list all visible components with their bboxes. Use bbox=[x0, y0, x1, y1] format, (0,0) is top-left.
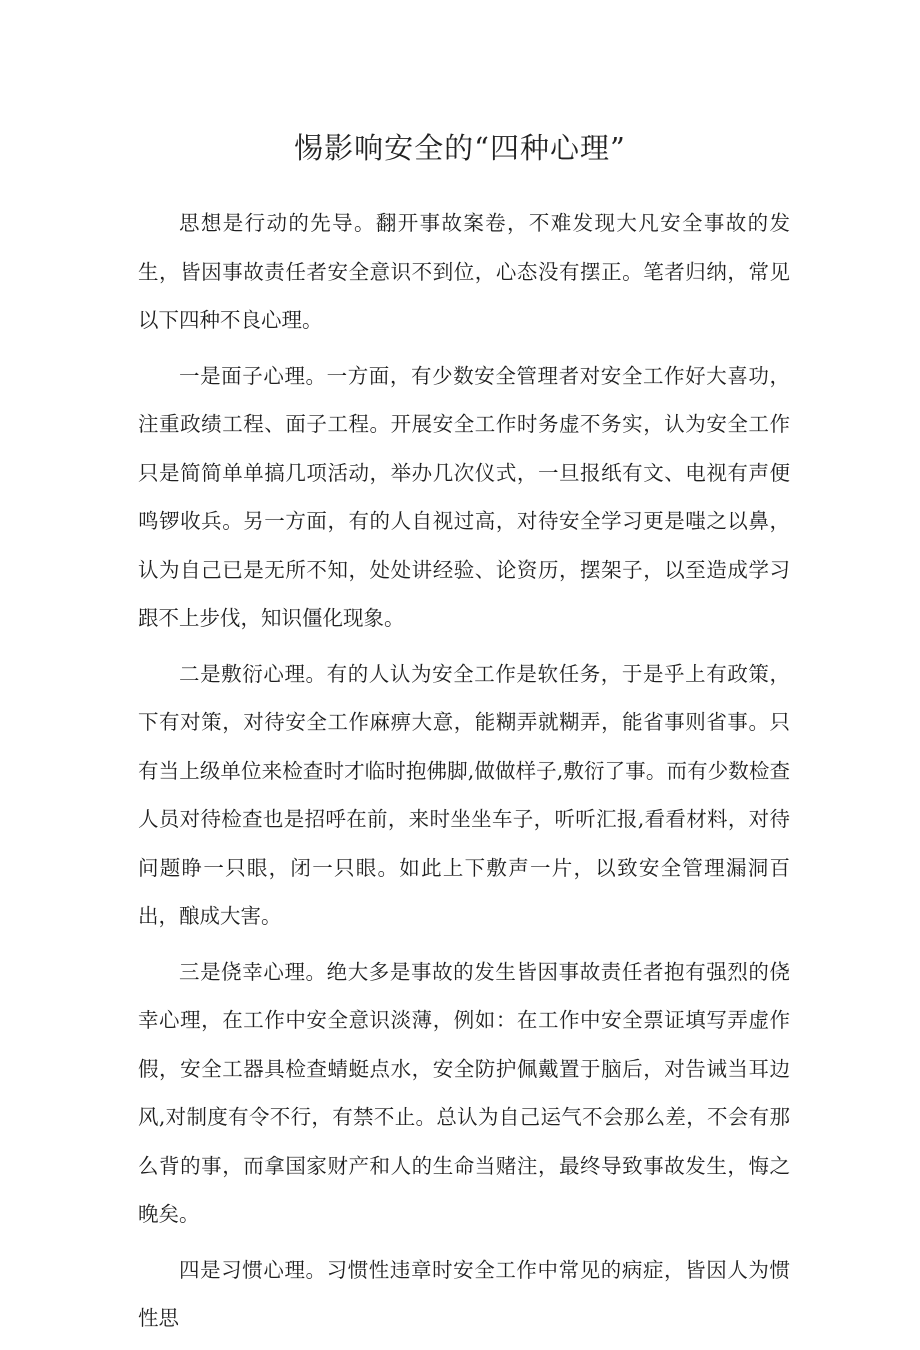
paragraph-face-mentality: 一是面子心理。一方面，有少数安全管理者对安全工作好大喜功，注重政绩工程、面子工程。开展安全工作时务虚不务实，认为安全工作只是简简单单搞几项活动，举办几次仪式，一旦报纸有文、电视有声便鸣锣收兵。另一方面，有的人自视过高，对待安全学习更是嗤之以鼻，认为自己已是无所不知，处处讲经验、论资历，摆架子，以至造成学习跟不上步伐，知识僵化现象。 bbox=[138, 363, 790, 630]
document-body bbox=[138, 199, 790, 1350]
paragraph-intro: 思想是行动的先导。翻开事故案卷，不难发现大凡安全事故的发生，皆因事故责任者安全意识不到位，心态没有摆正。笔者归纳，常见以下四种不良心理。 bbox=[138, 211, 790, 332]
document-title: 惕影响安全的“四种心理” bbox=[294, 131, 626, 165]
paragraph-habit-mentality: 四是习惯心理。习惯性违章时安全工作中常见的病症，皆因人为惯性思 bbox=[138, 1257, 790, 1330]
paragraph-luck-mentality: 三是侥幸心理。绝大多是事故的发生皆因事故责任者抱有强烈的侥幸心理，在工作中安全意识淡薄，例如：在工作中安全票证填写弄虚作假，安全工器具检查蜻蜓点水，安全防护佩戴置于脑后，对告诫当耳边风,对制度有令不行，有禁不止。总认为自己运气不会那么差，不会有那么背的事，而拿国家财产和人的生命当赌注，最终导致事故发生，悔之晚矣。 bbox=[138, 959, 790, 1226]
paragraph-perfunctory-mentality: 二是敷衍心理。有的人认为安全工作是软任务，于是乎上有政策，下有对策，对待安全工作麻痹大意，能糊弄就糊弄，能省事则省事。只有当上级单位来检查时才临时抱佛脚,做做样子,敷衍了事。而有少数检查人员对待检查也是招呼在前，来时坐坐车子，听听汇报,看看材料，对待问题睁一只眼，闭一只眼。如此上下敷声一片，以致安全管理漏洞百出，酿成大害。 bbox=[138, 661, 790, 928]
